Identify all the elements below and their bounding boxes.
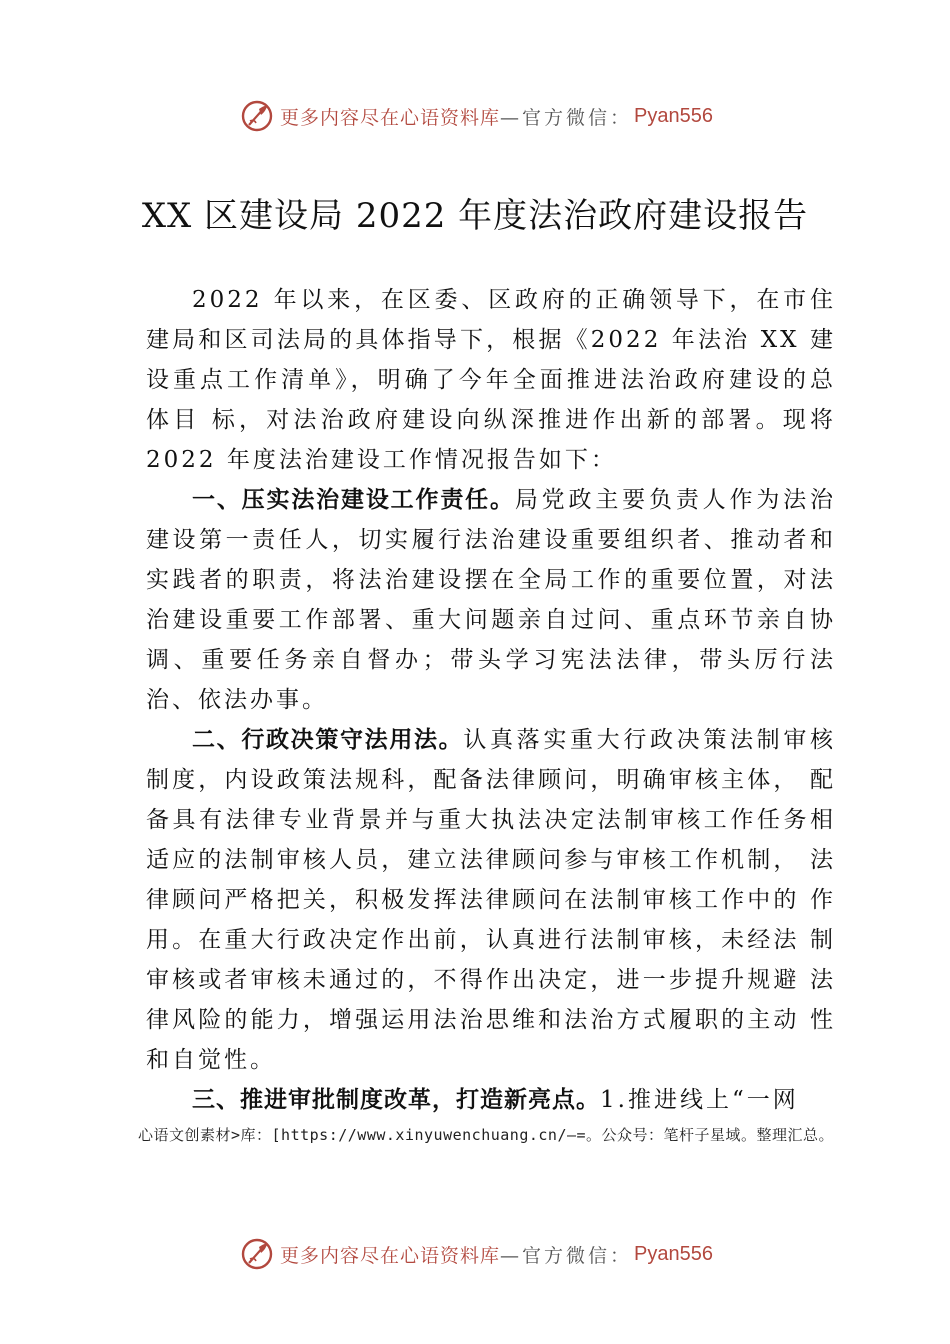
quill-seal-icon (240, 99, 274, 133)
paragraph-lead: 三、推进审批制度改革，打造新亮点。 (192, 1087, 600, 1113)
paragraph-text: 1.推进线上“一网 (600, 1087, 799, 1113)
paragraph-text: 2022 年以来，在区委、区政府的正确领导下，在市住建局和区司法局的具体指导下，根据《2022 年法治 XX 建设重点工作清单》，明确了今年全面推进法治政府建设的总体目 标，对法治政府建设向纵深推进作出新的部署。现将 2022 年度法治建设工作情况报告如下： (146, 287, 836, 473)
watermark-text: 更多内容尽在心语资料库 (280, 1244, 501, 1267)
document-body (146, 280, 836, 1120)
paragraph-section-3 (146, 1080, 836, 1120)
watermark-banner-bottom (240, 1234, 760, 1274)
watermark-wechat-id: Pyan556 (634, 1242, 713, 1265)
paragraph-text: 认真落实重大行政决策法制审核制度，内设政策法规科，配备法律顾问，明确审核主体， 配备具有法律专业背景并与重大执法决定法制审核工作任务相适应的法制审核人员，建立法律顾问参与审核工作机制， 法律顾问严格把关，积极发挥法律顾问在法制审核工作中的 作用。在重大行政决定作出前，认真进行法制审核，未经法 制审核或者审核未通过的，不得作出决定，进一步提升规避 法律风险的能力，增强运用法治思维和法治方式履职的主动 性和自觉性。 (146, 727, 837, 1073)
source-footnote: 心语文创素材>库：[https://www.xinyuwenchuang.cn/—=。公众号：笔杆子星域。整理汇总。 (138, 1126, 835, 1144)
paragraph-intro (146, 280, 836, 480)
paragraph-lead: 一、压实法治建设工作责任。 (192, 487, 515, 513)
paragraph-text: 局党政主要负责人作为法治建设第一责任人，切实履行法治建设重要组织者、推动者和实践者的职责，将法治建设摆在全局工作的重要位置，对法治建设重要工作部署、重大问题亲自过问、重点环节亲自协调、重要任务亲自督办；带头学习宪法法律，带头厉行法治、依法办事。 (146, 487, 837, 713)
document-title: XX 区建设局 2022 年度法治政府建设报告 (141, 196, 809, 236)
watermark-banner-top (240, 96, 760, 136)
watermark-separator: —官方微信： (500, 1244, 633, 1267)
paragraph-lead: 二、行政决策守法用法。 (192, 727, 464, 753)
paragraph-section-2 (146, 720, 836, 1080)
paragraph-section-1 (146, 480, 836, 720)
quill-seal-icon (240, 1237, 274, 1271)
watermark-separator: —官方微信： (500, 106, 633, 129)
watermark-text: 更多内容尽在心语资料库 (280, 106, 501, 129)
watermark-wechat-id: Pyan556 (634, 104, 713, 127)
